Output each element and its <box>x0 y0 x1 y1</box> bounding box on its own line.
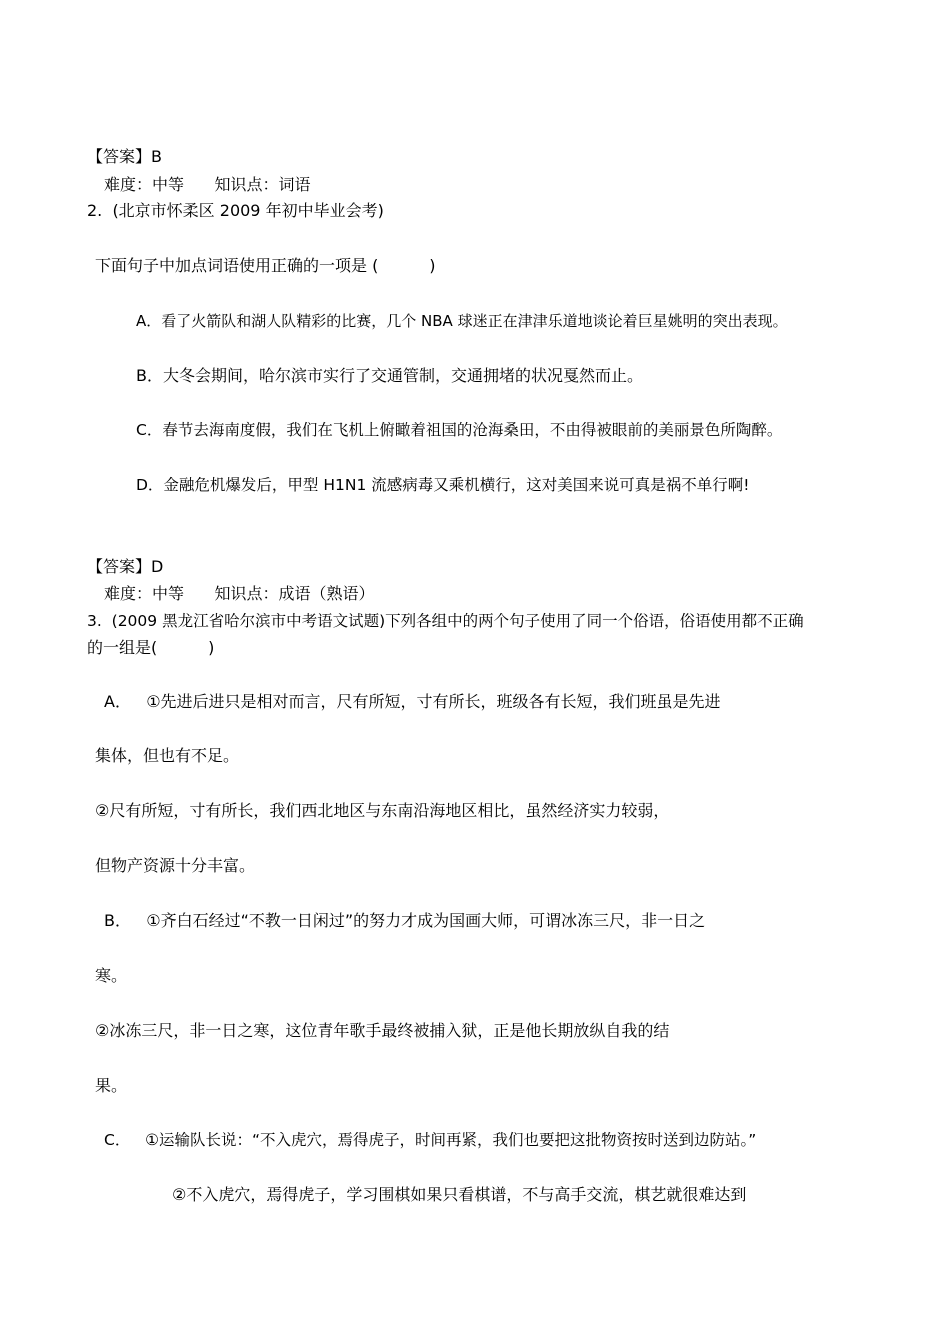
option-c-line: ②不入虎穴，焉得虎子，学习围棋如果只看棋谱，不与高手交流，棋艺就很难达到 <box>172 1185 747 1204</box>
option-c: C．春节去海南度假，我们在飞机上俯瞰着祖国的沧海桑田，不由得被眼前的美丽景色所陶醉。 <box>136 421 783 439</box>
answer-label: 【答案】B <box>87 147 162 166</box>
option-a-line: ②尺有所短，寸有所长，我们西北地区与东南沿海地区相比，虽然经济实力较弱， <box>95 801 670 820</box>
option-b: B．大冬会期间，哈尔滨市实行了交通管制，交通拥堵的状况戛然而止。 <box>136 366 643 385</box>
option-a-line: 但物产资源十分丰富。 <box>95 856 256 875</box>
option-c-line: C． ①运输队长说：“不入虎穴，焉得虎子，时间再紧，我们也要把这批物资按时送到边防站。” <box>104 1131 757 1149</box>
option-a-line: A． ①先进后进只是相对而言，尺有所短，寸有所长，班级各有长短，我们班虽是先进 <box>104 692 721 711</box>
option-a: A．看了火箭队和湖人队精彩的比赛，几个 NBA 球迷正在津津乐道地谈论着巨星姚明的突出表现。 <box>136 312 788 330</box>
option-b-line: 果。 <box>95 1076 128 1095</box>
option-b-line: B． ①齐白石经过“不教一日闲过”的努力才成为国画大师，可谓冰冻三尺，非一日之 <box>104 911 706 930</box>
question-header: 3. (2009 黑龙江省哈尔滨市中考语文试题)下列各组中的两个句子使用了同一个俗语，俗语使用都不正确 <box>87 612 804 630</box>
question-header: 2. (北京市怀柔区 2009 年初中毕业会考) <box>87 201 384 220</box>
question-prompt: 下面句子中加点词语使用正确的一项是 ( ) <box>95 256 436 275</box>
difficulty-topic-line: 难度：中等 知识点：成语（熟语） <box>104 584 375 603</box>
option-b-line: ②冰冻三尺，非一日之寒，这位青年歌手最终被捕入狱，正是他长期放纵自我的结 <box>95 1021 670 1040</box>
difficulty-topic-line: 难度：中等 知识点：词语 <box>104 175 311 194</box>
option-b-line: 寒。 <box>95 966 128 985</box>
option-a-line: 集体，但也有不足。 <box>95 746 240 765</box>
question-header-continued: 的一组是( ) <box>87 638 215 657</box>
option-d: D．金融危机爆发后，甲型 H1N1 流感病毒又乘机横行，这对美国来说可真是祸不单行啊! <box>136 476 750 494</box>
answer-label: 【答案】D <box>87 557 164 576</box>
